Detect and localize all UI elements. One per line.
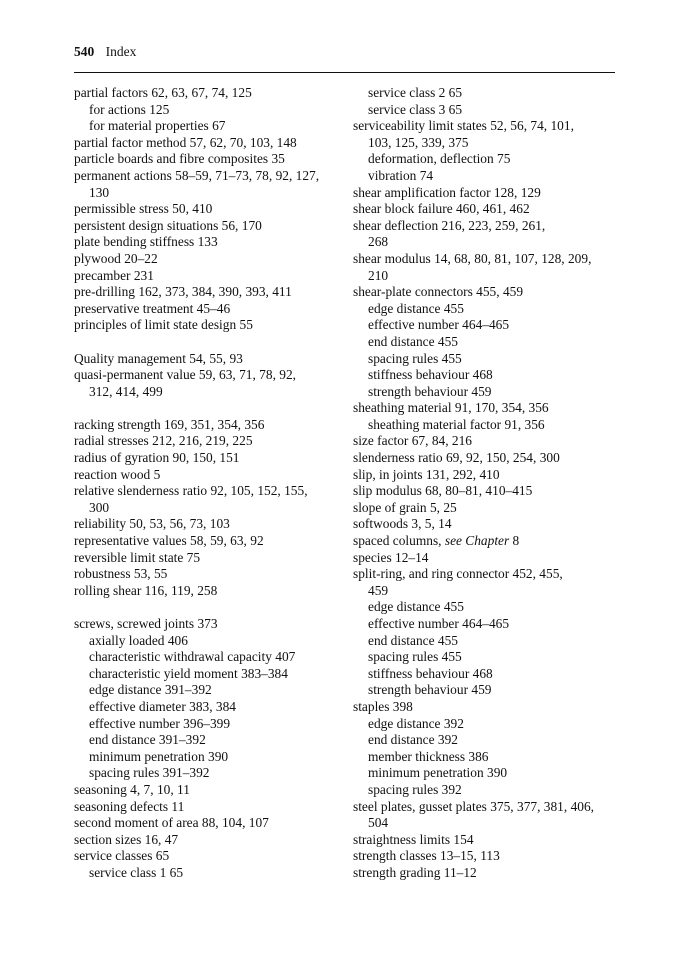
index-text: second moment of area 88, 104, 107 [74, 815, 269, 831]
index-entry [74, 168, 344, 185]
index-entry [74, 550, 344, 567]
index-text: service class 1 65 [89, 864, 184, 880]
index-entry [353, 832, 615, 849]
index-subentry [353, 716, 615, 733]
index-text: reliability 50, 53, 56, 73, 103 [74, 516, 230, 532]
index-text: 210 [368, 267, 389, 283]
page-header [74, 44, 615, 73]
index-text: end distance 391–392 [89, 732, 206, 748]
index-subentry [353, 633, 615, 650]
index-text: spacing rules 455 [368, 649, 462, 665]
index-text: service classes 65 [74, 848, 170, 864]
index-spacer [74, 334, 344, 351]
index-text: plate bending stiffness 133 [74, 234, 218, 250]
index-entry [353, 865, 615, 882]
index-text: slip, in joints 131, 292, 410 [353, 466, 500, 482]
index-entry [74, 417, 344, 434]
index-text: robustness 53, 55 [74, 566, 168, 582]
index-text: effective number 396–399 [89, 715, 231, 731]
index-subentry [353, 102, 615, 119]
index-text: strength classes 13–15, 113 [353, 848, 500, 864]
index-text: 300 [89, 499, 110, 515]
index-subentry [353, 749, 615, 766]
index-text: softwoods 3, 5, 14 [353, 516, 452, 532]
index-subentry [74, 682, 344, 699]
index-subentry [353, 616, 615, 633]
index-text: permanent actions 58–59, 71–73, 78, 92, 127, [74, 167, 320, 183]
index-entry [74, 583, 344, 600]
index-text: 268 [368, 234, 389, 250]
index-subentry [353, 682, 615, 699]
index-text: radius of gyration 90, 150, 151 [74, 450, 240, 466]
index-entry [353, 848, 615, 865]
index-text: reaction wood 5 [74, 466, 161, 482]
index-text: radial stresses 212, 216, 219, 225 [74, 433, 253, 449]
index-continuation [353, 234, 615, 251]
index-text: representative values 58, 59, 63, 92 [74, 533, 264, 549]
index-text: edge distance 455 [368, 599, 464, 615]
index-subentry [353, 85, 615, 102]
index-subentry [353, 765, 615, 782]
index-entry [353, 251, 615, 268]
index-entry [353, 400, 615, 417]
index-subentry [74, 666, 344, 683]
index-entry [74, 151, 344, 168]
index-subentry [353, 732, 615, 749]
index-entry [74, 234, 344, 251]
index-text: member thickness 386 [368, 748, 489, 764]
index-text: seasoning 4, 7, 10, 11 [74, 781, 190, 797]
index-cross-reference: see Chapter [444, 533, 510, 549]
index-entry [74, 284, 344, 301]
index-text: slenderness ratio 69, 92, 150, 254, 300 [353, 450, 560, 466]
index-entry [74, 85, 344, 102]
index-text: vibration 74 [368, 167, 434, 183]
index-entry [74, 516, 344, 533]
index-text: spaced columns, [353, 533, 445, 549]
index-entry [74, 218, 344, 235]
index-text: minimum penetration 390 [368, 765, 508, 781]
index-text: section sizes 16, 47 [74, 831, 179, 847]
index-text: split-ring, and ring connector 452, 455, [353, 566, 563, 582]
index-text: sheathing material 91, 170, 354, 356 [353, 400, 549, 416]
index-text: 130 [89, 184, 110, 200]
index-text: 504 [368, 815, 389, 831]
index-text: 312, 414, 499 [89, 383, 163, 399]
index-subentry [74, 649, 344, 666]
index-entry [74, 367, 344, 384]
index-text: shear deflection 216, 223, 259, 261, [353, 217, 546, 233]
index-subentry [74, 749, 344, 766]
index-entry [353, 118, 615, 135]
index-text: characteristic yield moment 383–384 [89, 665, 288, 681]
index-text: shear block failure 460, 461, 462 [353, 201, 530, 217]
index-text: plywood 20–22 [74, 250, 158, 266]
index-continuation [353, 583, 615, 600]
index-entry [74, 782, 344, 799]
index-entry [74, 433, 344, 450]
index-text: effective diameter 383, 384 [89, 698, 236, 714]
index-text: steel plates, gusset plates 375, 377, 381, 406, [353, 798, 594, 814]
index-text: 103, 125, 339, 375 [368, 134, 469, 150]
page-number: 540 [74, 44, 95, 59]
index-subentry [74, 633, 344, 650]
index-continuation [74, 185, 344, 202]
index-entry [74, 815, 344, 832]
index-text: 459 [368, 582, 389, 598]
index-column-left [74, 85, 344, 882]
index-entry [353, 218, 615, 235]
index-text: racking strength 169, 351, 354, 356 [74, 416, 265, 432]
index-entry [74, 301, 344, 318]
index-subentry [353, 334, 615, 351]
index-text: seasoning defects 11 [74, 798, 185, 814]
index-text: for actions 125 [89, 101, 170, 117]
index-entry [353, 284, 615, 301]
index-entry [74, 566, 344, 583]
index-subentry [74, 765, 344, 782]
index-entry [74, 799, 344, 816]
index-entry [353, 516, 615, 533]
index-entry [74, 467, 344, 484]
index-text: quasi-permanent value 59, 63, 71, 78, 92, [74, 367, 297, 383]
index-text: particle boards and fibre composites 35 [74, 151, 285, 167]
index-text: edge distance 455 [368, 300, 464, 316]
index-subentry [353, 367, 615, 384]
index-text: spacing rules 455 [368, 350, 462, 366]
index-text: edge distance 391–392 [89, 682, 212, 698]
index-text: strength behaviour 459 [368, 383, 492, 399]
index-subentry [74, 716, 344, 733]
index-text: partial factor method 57, 62, 70, 103, 148 [74, 134, 297, 150]
index-spacer [74, 599, 344, 616]
index-text: end distance 455 [368, 632, 458, 648]
index-text: spacing rules 392 [368, 781, 462, 797]
index-entry [353, 799, 615, 816]
index-text: for material properties 67 [89, 118, 226, 134]
index-subentry [353, 649, 615, 666]
index-text: shear modulus 14, 68, 80, 81, 107, 128, 209, [353, 250, 592, 266]
index-text: service class 2 65 [368, 85, 463, 100]
index-entry [353, 566, 615, 583]
index-text: strength grading 11–12 [353, 864, 477, 880]
index-subentry [74, 865, 344, 882]
index-subentry [353, 384, 615, 401]
index-text: pre-drilling 162, 373, 384, 390, 393, 411 [74, 284, 292, 300]
index-subentry [74, 102, 344, 119]
index-text: partial factors 62, 63, 67, 74, 125 [74, 85, 252, 100]
index-text: permissible stress 50, 410 [74, 201, 213, 217]
index-text: relative slenderness ratio 92, 105, 152, 155, [74, 483, 308, 499]
index-text: axially loaded 406 [89, 632, 188, 648]
index-text: slope of grain 5, 25 [353, 499, 457, 515]
index-text: principles of limit state design 55 [74, 317, 253, 333]
index-continuation [353, 268, 615, 285]
index-text: strength behaviour 459 [368, 682, 492, 698]
index-text: edge distance 392 [368, 715, 464, 731]
index-text: slip modulus 68, 80–81, 410–415 [353, 483, 533, 499]
section-title: Index [105, 44, 137, 59]
index-continuation [74, 500, 344, 517]
index-text: spacing rules 391–392 [89, 765, 210, 781]
index-text: reversible limit state 75 [74, 549, 201, 565]
index-spacer [74, 400, 344, 417]
index-subentry [353, 301, 615, 318]
index-entry [74, 317, 344, 334]
index-text: shear amplification factor 128, 129 [353, 184, 541, 200]
index-text: rolling shear 116, 119, 258 [74, 582, 218, 598]
index-text: end distance 455 [368, 333, 458, 349]
index-subentry [353, 417, 615, 434]
index-subentry [353, 782, 615, 799]
index-entry [74, 848, 344, 865]
index-entry [74, 268, 344, 285]
index-text: precamber 231 [74, 267, 154, 283]
index-subentry [353, 351, 615, 368]
index-subentry [353, 317, 615, 334]
index-entry [353, 201, 615, 218]
index-text: Quality management 54, 55, 93 [74, 350, 243, 366]
index-entry [74, 135, 344, 152]
index-text: characteristic withdrawal capacity 407 [89, 649, 296, 665]
index-entry [74, 251, 344, 268]
index-text: stiffness behaviour 468 [368, 367, 493, 383]
index-entry [353, 699, 615, 716]
index-text: end distance 392 [368, 732, 458, 748]
index-subentry [353, 599, 615, 616]
index-subentry [353, 151, 615, 168]
index-subentry [74, 732, 344, 749]
index-text: minimum penetration 390 [89, 748, 229, 764]
index-entry [74, 201, 344, 218]
index-text: persistent design situations 56, 170 [74, 217, 262, 233]
index-subentry [74, 118, 344, 135]
index-text: species 12–14 [353, 549, 429, 565]
index-text: staples 398 [353, 698, 413, 714]
index-subentry [353, 168, 615, 185]
index-continuation [353, 815, 615, 832]
index-entry [353, 500, 615, 517]
index-text: stiffness behaviour 468 [368, 665, 493, 681]
index-entry [353, 433, 615, 450]
index-continuation [74, 384, 344, 401]
index-column-right [353, 85, 615, 882]
index-text: screws, screwed joints 373 [74, 616, 218, 631]
index-text: straightness limits 154 [353, 831, 474, 847]
index-text: shear-plate connectors 455, 459 [353, 284, 524, 300]
index-subentry [74, 699, 344, 716]
index-entry [74, 450, 344, 467]
index-entry [353, 533, 615, 550]
index-text: preservative treatment 45–46 [74, 300, 231, 316]
index-entry [74, 832, 344, 849]
index-continuation [353, 135, 615, 152]
index-text: effective number 464–465 [368, 317, 510, 333]
index-text: sheathing material factor 91, 356 [368, 416, 545, 432]
index-entry [353, 467, 615, 484]
index-entry [353, 185, 615, 202]
index-text: deformation, deflection 75 [368, 151, 511, 167]
index-entry [353, 550, 615, 567]
index-text: service class 3 65 [368, 101, 463, 117]
index-text: 8 [509, 533, 520, 549]
index-text: effective number 464–465 [368, 616, 510, 631]
index-entry [353, 483, 615, 500]
index-subentry [353, 666, 615, 683]
index-entry [74, 483, 344, 500]
index-text: size factor 67, 84, 216 [353, 433, 472, 449]
index-entry [74, 533, 344, 550]
index-text: serviceability limit states 52, 56, 74, 101, [353, 118, 574, 134]
index-entry [74, 351, 344, 368]
index-entry [74, 616, 344, 633]
index-entry [353, 450, 615, 467]
